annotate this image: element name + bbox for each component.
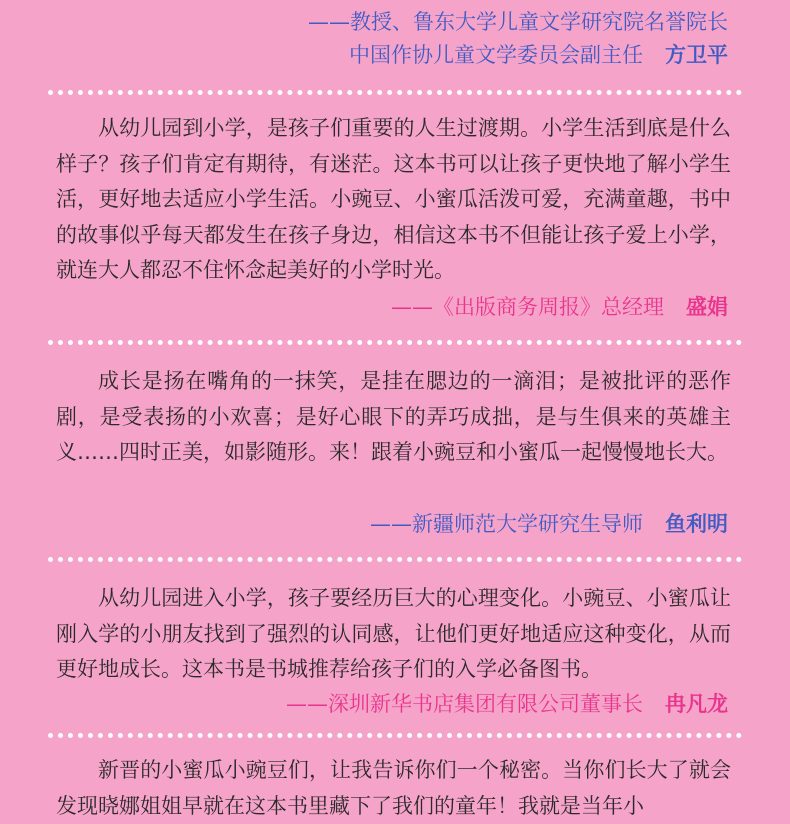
review-attribution [286, 689, 728, 719]
attribution-name: 方卫平 [665, 43, 728, 67]
attribution-role: ——深圳新华书店集团有限公司董事长 [286, 692, 643, 716]
review-text: 从幼儿园进入小学，孩子要经历巨大的心理变化。小豌豆、小蜜瓜让刚入学的小朋友找到了强烈的认同感，让他们更好地适应这种变化，从而更好地成长。这本书是书城推荐给孩子们的入学必备图书。 [56, 586, 731, 682]
top-attribution-line1 [308, 7, 728, 37]
attribution-name: 盛娟 [686, 295, 728, 319]
dotted-divider [48, 557, 742, 562]
dotted-divider [48, 90, 742, 95]
review-attribution [391, 292, 728, 322]
attribution-name: 鱼利明 [665, 512, 728, 536]
review-text: 新晋的小蜜瓜小豌豆们，让我告诉你们一个秘密。当你们长大了就会发现晓娜姐姐早就在这本书里藏下了我们的童年！我就是当年小 [56, 758, 731, 818]
attribution-name: 冉凡龙 [665, 692, 728, 716]
dotted-divider [48, 340, 742, 345]
top-attribution-line2 [349, 40, 728, 70]
attribution-role: 中国作协儿童文学委员会副主任 [349, 43, 643, 67]
dotted-divider [48, 733, 742, 738]
review-text: 从幼儿园到小学，是孩子们重要的人生过渡期。小学生活到底是什么样子？孩子们肯定有期待，有迷茫。这本书可以让孩子更快地了解小学生活，更好地去适应小学生活。小豌豆、小蜜瓜活泼可爱，充满童趣，书中的故事似乎每天都发生在孩子身边，相信这本书不但能让孩子爱上小学，就连大人都忍不住怀念起美好的小学时光。 [56, 116, 731, 283]
review-text: 成长是扬在嘴角的一抹笑，是挂在腮边的一滴泪；是被批评的恶作剧，是受表扬的小欢喜；是好心眼下的弄巧成拙，是与生俱来的英雄主义……四时正美，如影随形。来！跟着小豌豆和小蜜瓜一起慢慢地长大。 [56, 369, 731, 465]
review-attribution [370, 509, 728, 539]
attribution-role: ——新疆师范大学研究生导师 [370, 512, 643, 536]
attribution-role: ——《出版商务周报》总经理 [391, 295, 664, 319]
attribution-role: ——教授、鲁东大学儿童文学研究院名誉院长 [308, 10, 728, 34]
